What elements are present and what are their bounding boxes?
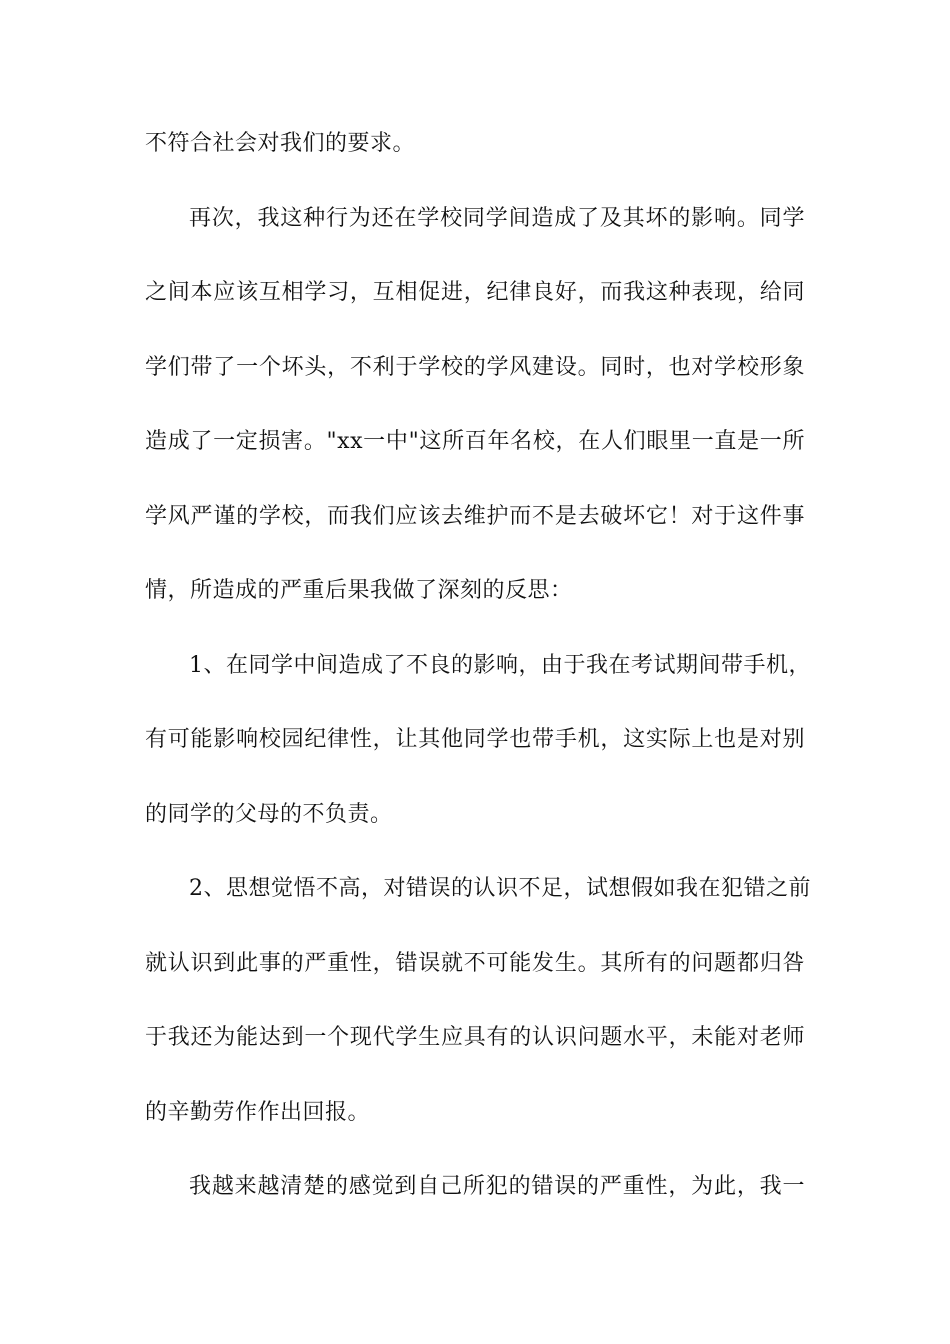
paragraph-line: 学风严谨的学校，而我们应该去维护而不是去破坏它！对于这件事 (145, 503, 805, 529)
paragraph-line: 再次，我这种行为还在学校同学间造成了及其坏的影响。同学 (189, 205, 805, 231)
list-item-line: 于我还为能达到一个现代学生应具有的认识问题水平，未能对老师 (145, 1025, 805, 1050)
paragraph-line: 情，所造成的严重后果我做了深刻的反思： (145, 578, 573, 603)
paragraph-line: 不符合社会对我们的要求。 (145, 131, 416, 156)
list-item-line: 的辛勤劳作作出回报。 (145, 1099, 371, 1125)
list-item-line: 2、思想觉悟不高，对错误的认识不足，试想假如我在犯错之前 (189, 876, 811, 901)
list-item-line: 有可能影响校园纪律性，让其他同学也带手机，这实际上也是对别 (145, 727, 805, 752)
paragraph-line: 造成了一定损害。"xx一中"这所百年名校，在人们眼里一直是一所 (145, 429, 805, 454)
list-item-line: 就认识到此事的严重性，错误就不可能发生。其所有的问题都归咎 (145, 950, 805, 976)
paragraph-line: 学们带了一个坏头，不利于学校的学风建设。同时，也对学校形象 (145, 354, 805, 380)
document-body (145, 126, 811, 1244)
paragraph-line: 我越来越清楚的感觉到自己所犯的错误的严重性，为此，我一 (189, 1174, 805, 1199)
paragraph-line: 之间本应该互相学习，互相促进，纪律良好，而我这种表现，给同 (145, 280, 805, 305)
list-item-line: 的同学的父母的不负责。 (145, 801, 393, 827)
list-item-line: 1、在同学中间造成了不良的影响，由于我在考试期间带手机， (189, 652, 811, 678)
